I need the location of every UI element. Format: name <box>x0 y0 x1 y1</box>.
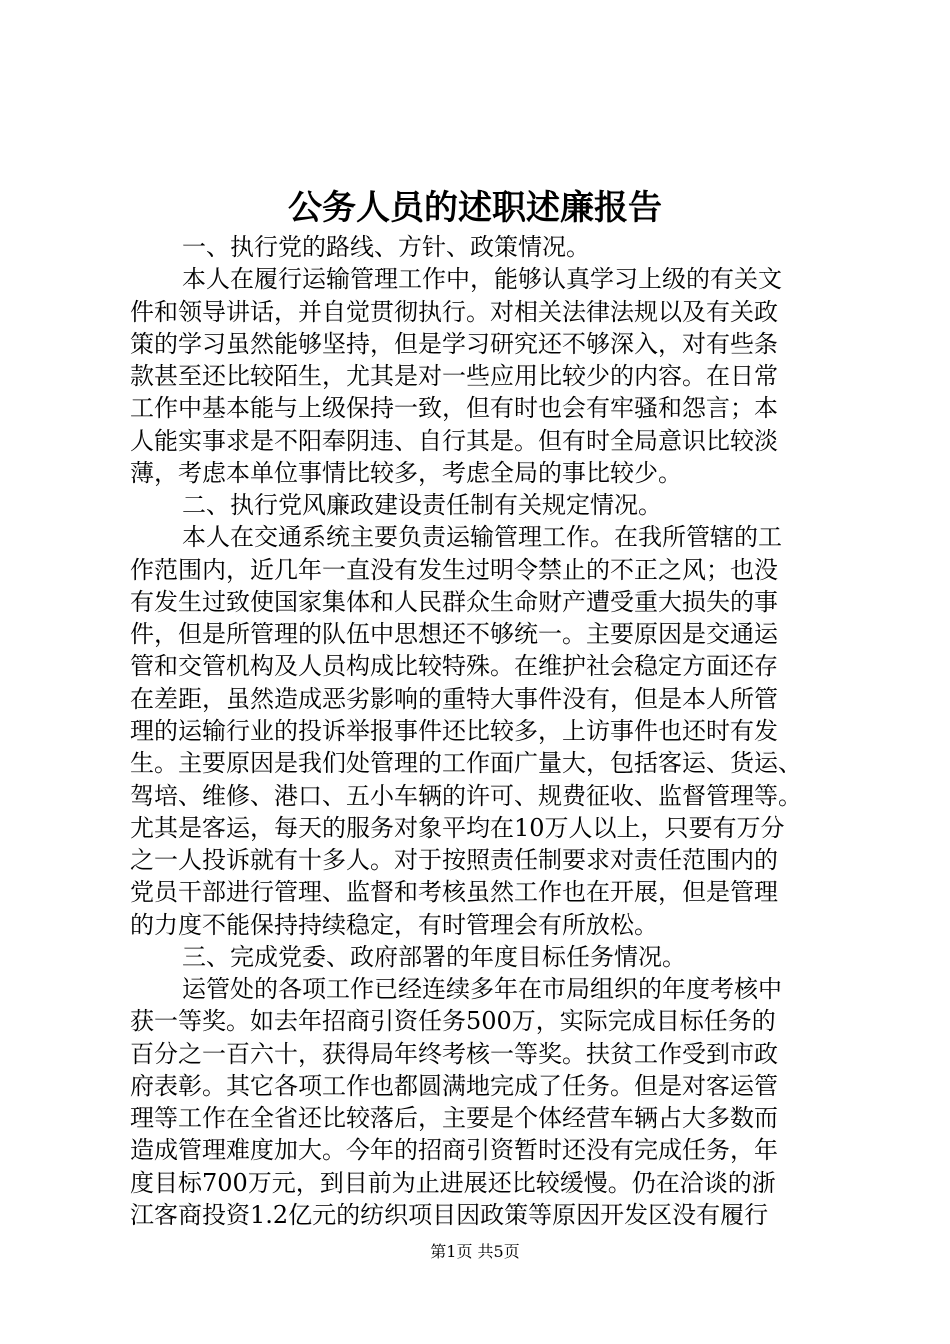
text-line: 在差距，虽然造成恶劣影响的重特大事件没有，但是本人所管 <box>130 684 778 713</box>
text-line: 件，但是所管理的队伍中思想还不够统一。主要原因是交通运 <box>130 620 778 649</box>
text-line: 策的学习虽然能够坚持，但是学习研究还不够深入，对有些条 <box>130 329 778 358</box>
text-line: 府表彰。其它各项工作也都圆满地完成了任务。但是对客运管 <box>130 1071 778 1100</box>
text-line: 三、完成党委、政府部署的年度目标任务情况。 <box>182 942 686 971</box>
text-line: 理等工作在全省还比较落后，主要是个体经营车辆占大多数而 <box>130 1104 778 1133</box>
text-line: 款甚至还比较陌生，尤其是对一些应用比较少的内容。在日常 <box>130 362 778 391</box>
text-line: 本人在履行运输管理工作中，能够认真学习上级的有关文 <box>182 265 782 294</box>
page-footer: 第1页 共5页 <box>430 1242 520 1261</box>
text-line: 工作中基本能与上级保持一致，但有时也会有牢骚和怨言；本 <box>130 394 778 423</box>
text-line: 获一等奖。如去年招商引资任务500万，实际完成目标任务的 <box>130 1007 776 1036</box>
text-line: 的力度不能保持持续稳定，有时管理会有所放松。 <box>130 910 658 939</box>
text-line: 驾培、维修、港口、五小车辆的许可、规费征收、监督管理等。 <box>130 781 802 810</box>
text-line: 之一人投诉就有十多人。对于按照责任制要求对责任范围内的 <box>130 846 778 875</box>
text-line: 百分之一百六十，获得局年终考核一等奖。扶贫工作受到市政 <box>130 1039 778 1068</box>
text-line: 理的运输行业的投诉举报事件还比较多，上访事件也还时有发 <box>130 716 778 745</box>
text-line: 管和交管机构及人员构成比较特殊。在维护社会稳定方面还存 <box>130 652 778 681</box>
text-line: 件和领导讲话，并自觉贯彻执行。对相关法律法规以及有关政 <box>130 297 778 326</box>
document-title: 公务人员的述职述廉报告 <box>288 188 662 228</box>
text-line: 党员干部进行管理、监督和考核虽然工作也在开展，但是管理 <box>130 878 778 907</box>
text-line: 造成管理难度加大。今年的招商引资暂时还没有完成任务，年 <box>130 1136 778 1165</box>
text-line: 生。主要原因是我们处管理的工作面广量大，包括客运、货运、 <box>130 749 802 778</box>
text-line: 本人在交通系统主要负责运输管理工作。在我所管辖的工 <box>182 523 782 552</box>
text-line: 二、执行党风廉政建设责任制有关规定情况。 <box>182 491 662 520</box>
text-line: 运管处的各项工作已经连续多年在市局组织的年度考核中 <box>182 975 782 1004</box>
text-line: 薄，考虑本单位事情比较多，考虑全局的事比较少。 <box>130 458 682 487</box>
text-line: 度目标700万元，到目前为止进展还比较缓慢。仍在洽谈的浙 <box>130 1168 776 1197</box>
text-line: 尤其是客运，每天的服务对象平均在10万人以上，只要有万分 <box>130 813 785 842</box>
text-line: 江客商投资1.2亿元的纺织项目因政策等原因开发区没有履行 <box>130 1200 769 1229</box>
text-line: 有发生过致使国家集体和人民群众生命财产遭受重大损失的事 <box>130 587 778 616</box>
text-line: 作范围内，近几年一直没有发生过明令禁止的不正之风；也没 <box>130 555 778 584</box>
text-line: 人能实事求是不阳奉阴违、自行其是。但有时全局意识比较淡 <box>130 426 778 455</box>
text-line: 一、执行党的路线、方针、政策情况。 <box>182 233 590 261</box>
document-body <box>130 231 830 1231</box>
